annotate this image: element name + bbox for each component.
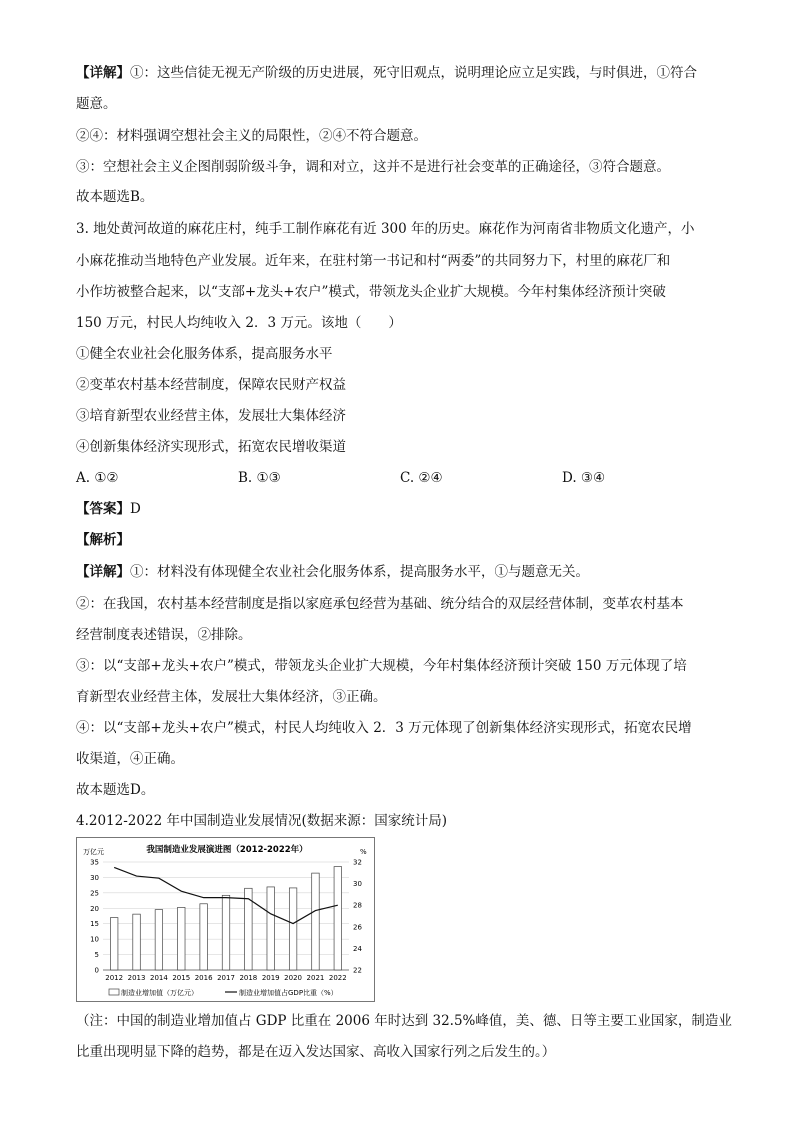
left-tick-label: 20 xyxy=(90,904,99,913)
option-c[interactable]: C. ②④ xyxy=(400,470,443,486)
x-tick-label: 2012 xyxy=(105,974,124,982)
bar xyxy=(222,895,230,970)
detail-label: 【详解】 xyxy=(76,564,130,580)
line-text: 育新型农业经营主体，发展壮大集体经济，③正确。 xyxy=(76,689,387,705)
question-3-line-2 xyxy=(76,251,670,271)
detail-line-3 xyxy=(76,625,252,645)
option-d[interactable]: D. ③④ xyxy=(562,470,606,486)
x-tick-label: 2017 xyxy=(217,974,235,982)
option-b[interactable]: B. ①③ xyxy=(238,470,281,486)
statement-1 xyxy=(76,344,333,364)
left-tick-label: 30 xyxy=(90,873,99,882)
bar xyxy=(155,910,163,970)
bar xyxy=(200,904,208,970)
chart-legend xyxy=(109,988,338,997)
line-text: ③：以“支部+龙头+农户”模式，带领龙头企业扩大规模，今年村集体经济预计突破 150 万元体现了培 xyxy=(76,658,687,674)
chart-title: 我国制造业发展演进图（2012-2022年） xyxy=(146,845,308,855)
x-tick-label: 2013 xyxy=(127,974,146,982)
line-text: 故本题选B。 xyxy=(76,189,154,205)
line-text: ③：空想社会主义企图削弱阶级斗争，调和对立，这并不是进行社会变革的正确途径，③符合题意。 xyxy=(76,159,670,175)
line-2 xyxy=(76,94,117,114)
answer-value: D xyxy=(130,501,141,517)
line-text: ②：在我国，农村基本经营制度是指以家庭承包经营为基础、统分结合的双层经营体制，变革农村基本 xyxy=(76,596,684,612)
line-text: 经营制度表述错误，②排除。 xyxy=(76,627,252,643)
x-tick-label: 2015 xyxy=(172,974,191,982)
bar xyxy=(110,918,118,970)
line-text: 题意。 xyxy=(76,96,117,112)
x-tick-label: 2014 xyxy=(149,974,168,982)
line-text: ④：以“支部+龙头+农户”模式，村民人均纯收入 2．3 万元体现了创新集体经济实现形式，拓宽农民增 xyxy=(76,720,692,736)
right-tick-label: 30 xyxy=(353,880,362,889)
detail-line-6 xyxy=(76,718,692,738)
left-tick-label: 35 xyxy=(90,858,99,867)
question-3-line-3 xyxy=(76,282,666,302)
bar xyxy=(133,914,141,970)
right-tick-label: 32 xyxy=(353,858,362,867)
line-text: 4.2012-2022 年中国制造业发展情况(数据来源：国家统计局) xyxy=(76,813,447,829)
answer-label: 【答案】 xyxy=(76,501,130,517)
question-3-line-4 xyxy=(76,313,402,333)
bar xyxy=(178,907,186,970)
left-tick-label: 0 xyxy=(94,966,99,975)
x-tick-label: 2020 xyxy=(284,974,303,982)
line-text: ①：材料没有体现健全农业社会化服务体系，提高服务水平，①与题意无关。 xyxy=(130,564,589,580)
detail-line-1 xyxy=(76,562,589,582)
statement-3 xyxy=(76,406,346,426)
bar xyxy=(267,887,275,970)
line-text: 150 万元，村民人均纯收入 2．3 万元。该地（ ） xyxy=(76,315,402,331)
bar xyxy=(334,867,342,970)
option-a[interactable]: A. ①② xyxy=(76,470,119,486)
line-text: 小麻花推动当地特色产业发展。近年来，在驻村第一书记和村“两委”的共同努力下，村里的麻花厂和 xyxy=(76,253,671,269)
line-text: ②④：材料强调空想社会主义的局限性，②④不符合题意。 xyxy=(76,128,427,144)
answer-line xyxy=(76,499,141,519)
legend-bar-swatch xyxy=(109,989,119,995)
chart-svg xyxy=(77,838,374,1001)
line-text: 3. 地处黄河故道的麻花庄村，纯手工制作麻花有近 300 年的历史。麻花作为河南省非物质文化遗产，小 xyxy=(76,221,695,237)
legend-bar-label: 制造业增加值（万亿元） xyxy=(121,989,198,997)
analysis-label: 【解析】 xyxy=(76,532,130,548)
line-text: 故本题选D。 xyxy=(76,782,155,798)
left-tick-label: 5 xyxy=(94,951,99,960)
detail-label: 【详解】 xyxy=(76,65,130,81)
right-tick-label: 28 xyxy=(353,901,362,910)
question-3-line-1 xyxy=(76,219,695,239)
line-3 xyxy=(76,126,427,146)
right-tick-label: 22 xyxy=(353,966,362,975)
line-text: ④创新集体经济实现形式，拓宽农民增收渠道 xyxy=(76,439,346,455)
left-axis-unit: 万亿元 xyxy=(83,848,104,856)
bar xyxy=(289,888,297,970)
right-axis-unit: % xyxy=(360,848,367,856)
question-4-title xyxy=(76,811,447,831)
left-tick-label: 10 xyxy=(90,935,99,944)
analysis-line xyxy=(76,530,130,550)
right-tick-label: 24 xyxy=(353,944,362,953)
detail-line-7 xyxy=(76,749,184,769)
line-5 xyxy=(76,187,153,207)
statement-2 xyxy=(76,375,346,395)
manufacturing-chart xyxy=(76,837,375,1002)
detail-line-4 xyxy=(76,656,687,676)
note-line-2: 比重出现明显下降的趋势，都是在迈入发达国家、高收入国家行列之后发生的。） xyxy=(76,1044,556,1060)
right-tick-label: 26 xyxy=(353,923,362,932)
left-tick-label: 15 xyxy=(90,920,99,929)
left-tick-label: 25 xyxy=(90,889,99,898)
detail-line-5 xyxy=(76,687,387,707)
statement-4 xyxy=(76,437,346,457)
line-4 xyxy=(76,157,670,177)
x-tick-label: 2022 xyxy=(328,974,347,982)
legend-line-label: 制造业增加值占GDP比重（%） xyxy=(239,989,338,997)
x-tick-label: 2018 xyxy=(239,974,258,982)
detail-line-8 xyxy=(76,780,154,800)
line-text: ②变革农村基本经营制度，保障农民财产权益 xyxy=(76,377,346,393)
detail-line-2 xyxy=(76,594,684,614)
line-1 xyxy=(76,63,697,83)
line-text: ①：这些信徒无视无产阶级的历史进展，死守旧观点，说明理论应立足实践，与时俱进，①符合 xyxy=(130,65,697,81)
x-tick-label: 2021 xyxy=(306,974,325,982)
line-text: 收渠道，④正确。 xyxy=(76,751,184,767)
note-line-1: （注：中国的制造业增加值占 GDP 比重在 2006 年时达到 32.5%峰值，美、德、日等主要工业国家，制造业 xyxy=(76,1013,732,1029)
line-text: ①健全农业社会化服务体系，提高服务水平 xyxy=(76,346,333,362)
x-tick-label: 2016 xyxy=(194,974,213,982)
bar xyxy=(312,873,320,970)
line-text: ③培育新型农业经营主体，发展壮大集体经济 xyxy=(76,408,346,424)
x-tick-label: 2019 xyxy=(261,974,280,982)
line-text: 小作坊被整合起来，以“支部+龙头+农户”模式，带领龙头企业扩大规模。今年村集体经济预计突破 xyxy=(76,284,666,300)
